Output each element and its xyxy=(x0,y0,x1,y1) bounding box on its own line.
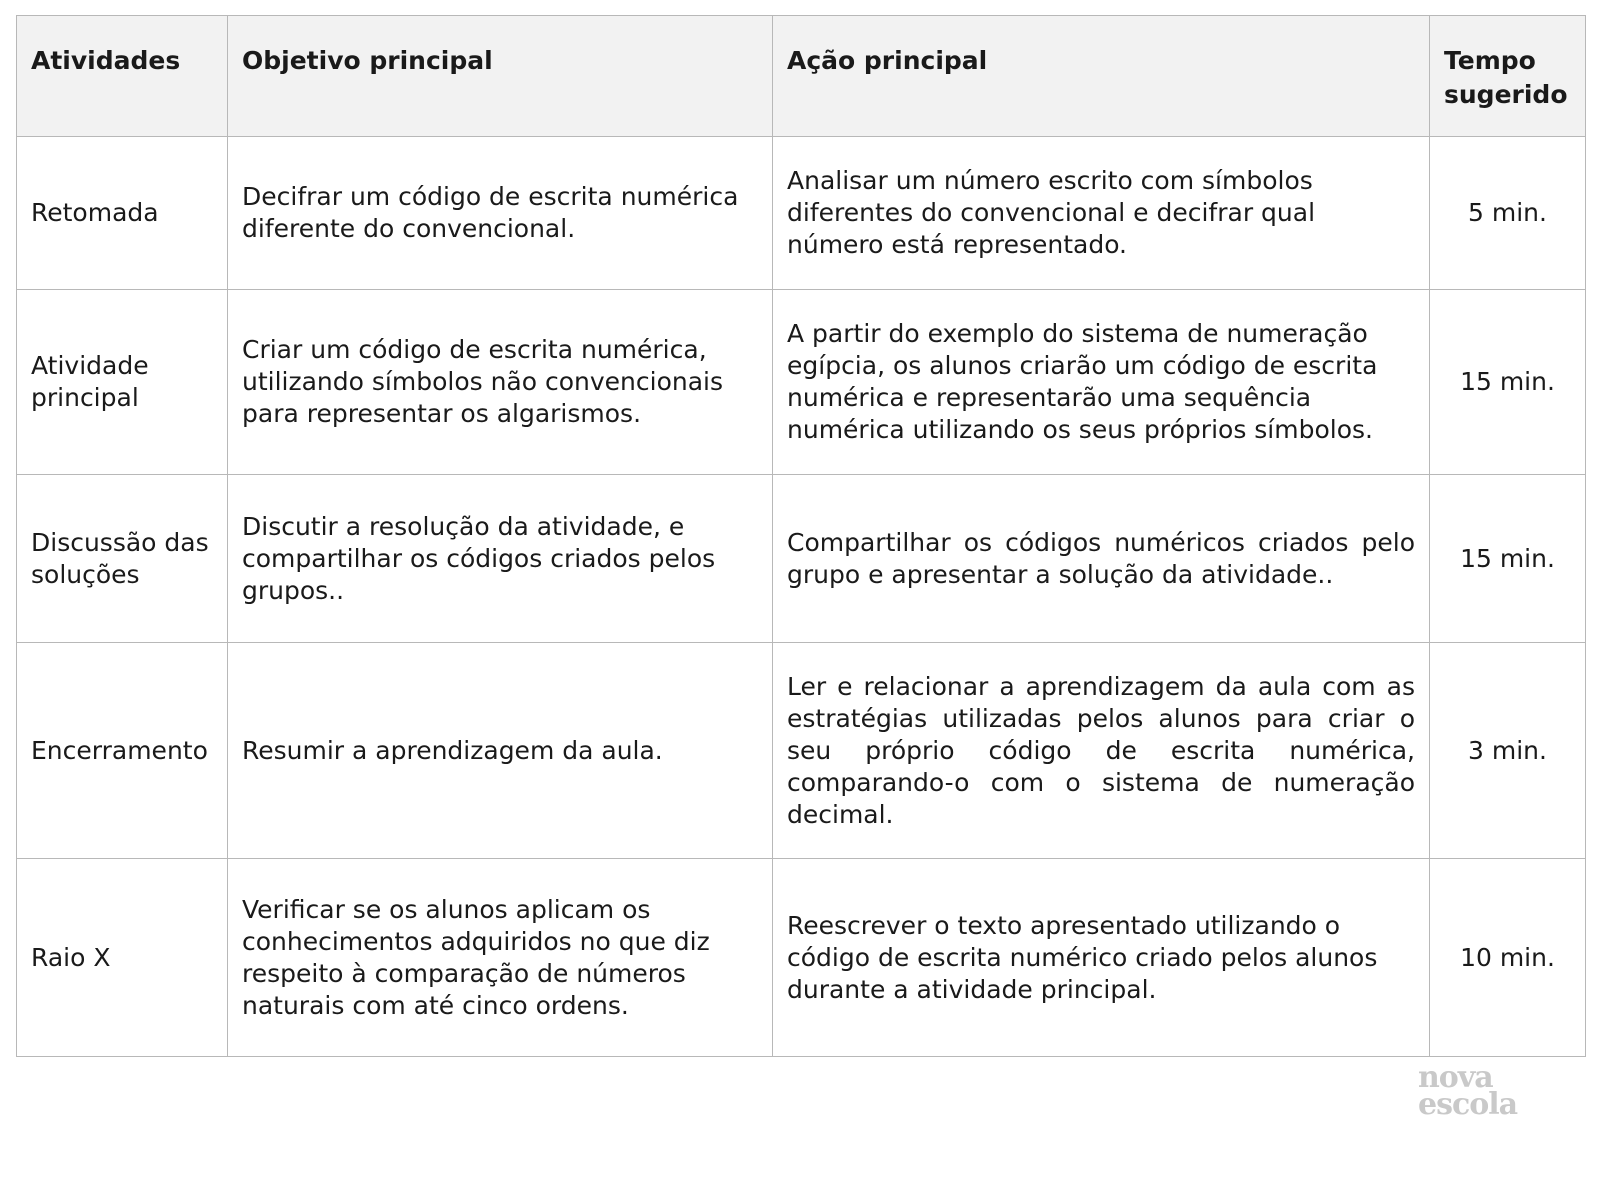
table-row xyxy=(17,137,1586,290)
action-cell: Reescrever o texto apresentado utilizando o código de escrita numérico criado pelos alunos durante a atividade principal. xyxy=(773,859,1430,1057)
action-cell: Compartilhar os códigos numéricos criados pelo grupo e apresentar a solução da atividade.. xyxy=(773,475,1430,643)
header-activities: Atividades xyxy=(17,16,228,137)
objective-cell: Resumir a aprendizagem da aula. xyxy=(228,643,773,859)
table-row xyxy=(17,475,1586,643)
objective-cell: Criar um código de escrita numérica, utilizando símbolos não convencionais para representar os algarismos. xyxy=(228,290,773,475)
objective-cell: Decifrar um código de escrita numérica diferente do convencional. xyxy=(228,137,773,290)
header-objective: Objetivo principal xyxy=(228,16,773,137)
header-time: Tempo sugerido xyxy=(1430,16,1586,137)
time-cell: 15 min. xyxy=(1430,475,1586,643)
time-cell: 15 min. xyxy=(1430,290,1586,475)
logo-line-2: escola xyxy=(1418,1087,1518,1122)
activity-cell: Discussão das soluções xyxy=(17,475,228,643)
activity-cell: Atividade principal xyxy=(17,290,228,475)
nova-escola-logo xyxy=(1418,1060,1538,1122)
activity-cell: Retomada xyxy=(17,137,228,290)
logo-line-1: nova xyxy=(1418,1060,1493,1095)
action-cell: Analisar um número escrito com símbolos diferentes do convencional e decifrar qual número está representado. xyxy=(773,137,1430,290)
activity-cell: Encerramento xyxy=(17,643,228,859)
objective-cell: Discutir a resolução da atividade, e compartilhar os códigos criados pelos grupos.. xyxy=(228,475,773,643)
activity-cell: Raio X xyxy=(17,859,228,1057)
table-row xyxy=(17,859,1586,1057)
action-cell: Ler e relacionar a aprendizagem da aula com as estratégias utilizadas pelos alunos para criar o seu próprio código de escrita numérica, comparando-o com o sistema de numeração decimal. xyxy=(773,643,1430,859)
action-cell: A partir do exemplo do sistema de numeração egípcia, os alunos criarão um código de escrita numérica e representarão uma sequência numérica utilizando os seus próprios símbolos. xyxy=(773,290,1430,475)
objective-cell: Verificar se os alunos aplicam os conhecimentos adquiridos no que diz respeito à comparação de números naturais com até cinco ordens. xyxy=(228,859,773,1057)
time-cell: 5 min. xyxy=(1430,137,1586,290)
lesson-plan-table xyxy=(16,15,1586,1057)
time-cell: 10 min. xyxy=(1430,859,1586,1057)
table-row xyxy=(17,290,1586,475)
table-row xyxy=(17,643,1586,859)
header-action: Ação principal xyxy=(773,16,1430,137)
table-header-row xyxy=(17,16,1586,137)
time-cell: 3 min. xyxy=(1430,643,1586,859)
